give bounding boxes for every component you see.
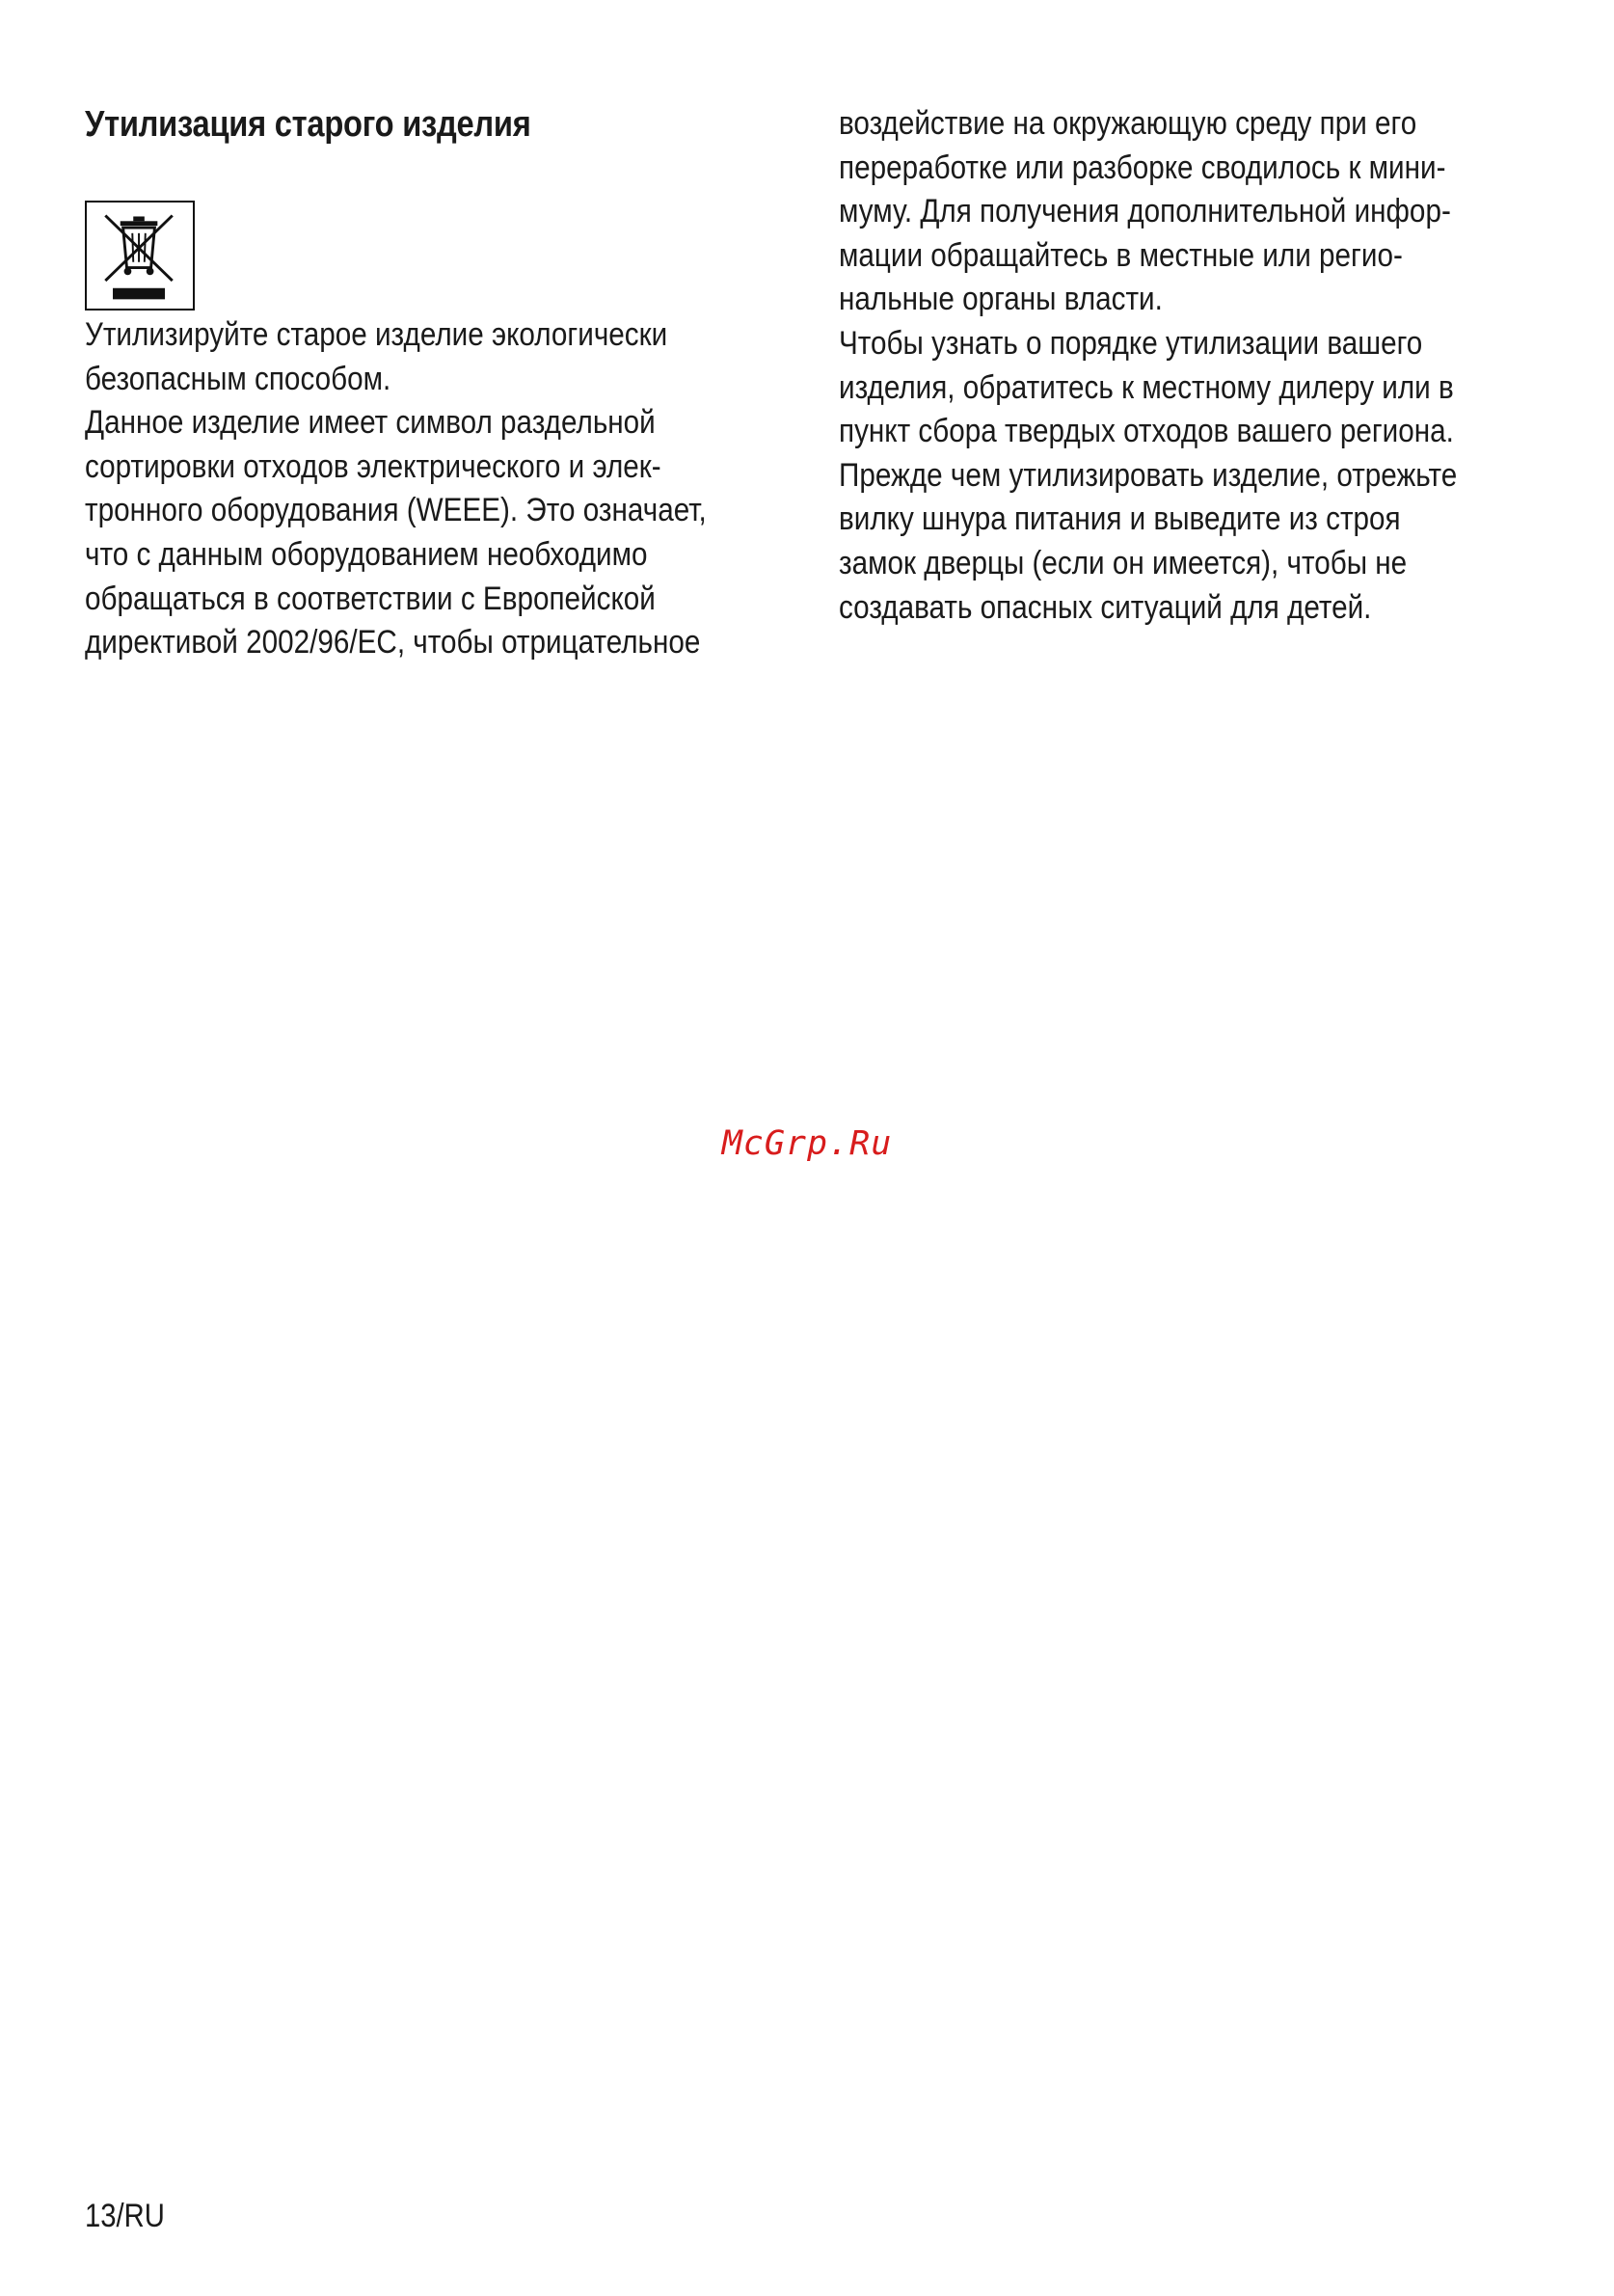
paragraph-line: обращаться в соответствии с Европейской xyxy=(85,580,656,617)
paragraph-line: переработке или разборке сводилось к мини- xyxy=(839,149,1446,186)
right-column-text xyxy=(839,102,1457,630)
paragraph-line: тронного оборудования (WEEE). Это означает, xyxy=(85,492,707,529)
paragraph-line: пункт сбора твердых отходов вашего региона. xyxy=(839,413,1454,450)
page-title: Утилизация старого изделия xyxy=(85,104,531,145)
paragraph-line: воздействие на окружающую среду при его xyxy=(839,105,1417,142)
paragraph-line: Чтобы узнать о порядке утилизации вашего xyxy=(839,324,1423,362)
paragraph-line: изделия, обратитесь к местному дилеру или в xyxy=(839,368,1454,406)
paragraph-line: Данное изделие имеет символ раздельной xyxy=(85,404,656,442)
watermark: McGrp.Ru xyxy=(721,1124,893,1163)
paragraph-line: сортировки отходов электрического и элек- xyxy=(85,447,661,485)
paragraph-line: замок дверцы (если он имеется), чтобы не xyxy=(839,544,1408,581)
paragraph-line: безопасным способом. xyxy=(85,360,391,397)
paragraph-line: вилку шнура питания и выведите из строя xyxy=(839,500,1401,538)
paragraph-line: муму. Для получения дополнительной инфор- xyxy=(839,193,1451,230)
paragraph-line: Утилизируйте старое изделие экологически xyxy=(85,316,668,353)
paragraph-line: Прежде чем утилизировать изделие, отрежьте xyxy=(839,456,1458,494)
left-column-text xyxy=(85,313,707,665)
paragraph-line: создавать опасных ситуаций для детей. xyxy=(839,588,1372,626)
page-number: 13/RU xyxy=(85,2198,165,2234)
paragraph-line: директивой 2002/96/EC, чтобы отрицательное xyxy=(85,624,701,662)
paragraph-line: нальные органы власти. xyxy=(839,281,1163,318)
weee-crossed-bin-icon xyxy=(85,201,195,311)
paragraph-line: мации обращайтесь в местные или регио- xyxy=(839,236,1403,274)
paragraph-line: что с данным оборудованием необходимо xyxy=(85,535,648,573)
